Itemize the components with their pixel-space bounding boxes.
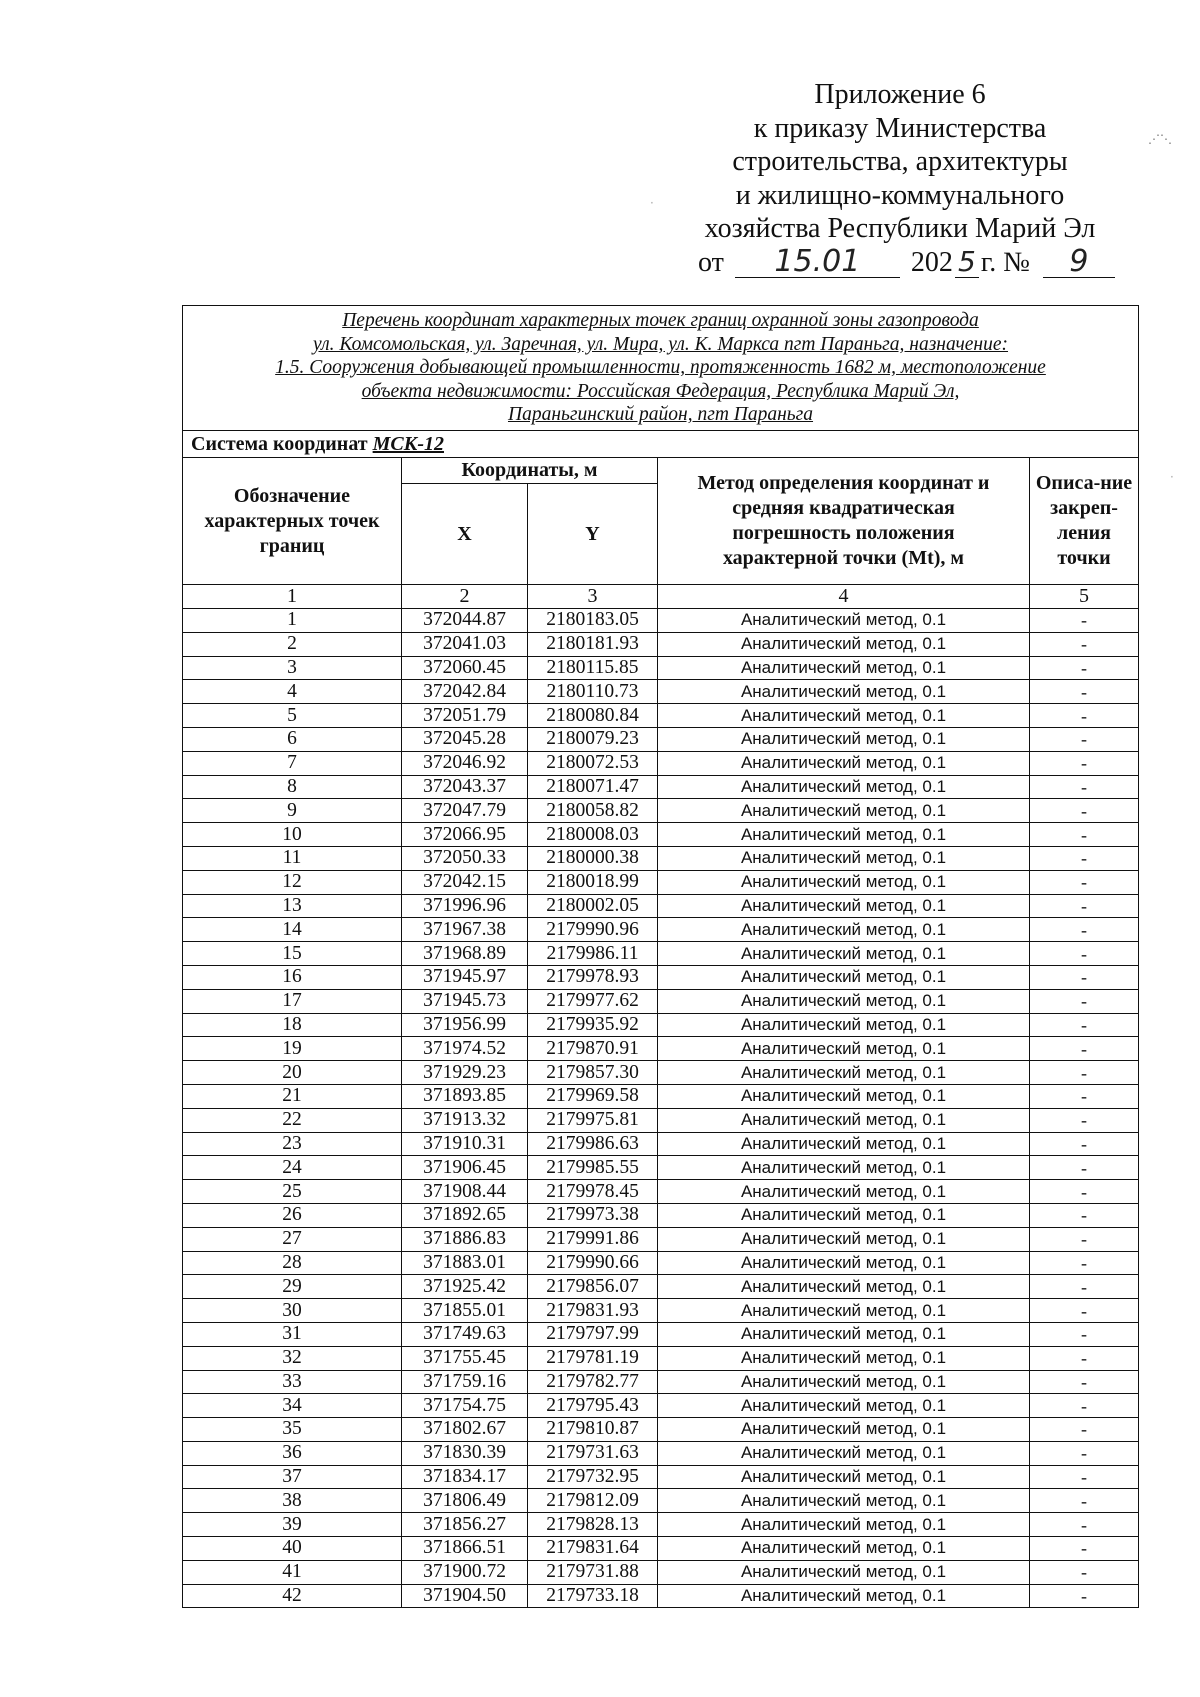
annex-ministry-line-2: и жилищно-коммунального <box>735 179 1065 211</box>
table-row <box>183 1203 1139 1227</box>
description-cell: - <box>1030 1132 1139 1156</box>
point-number: 25 <box>183 1180 402 1204</box>
point-number: 11 <box>183 846 402 870</box>
method-cell: Аналитический метод, 0.1 <box>658 1465 1030 1489</box>
point-number: 39 <box>183 1513 402 1537</box>
description-cell: - <box>1030 1061 1139 1085</box>
header-y: Y <box>528 484 658 585</box>
header-point: Обозначение характерных точек границ <box>183 458 402 585</box>
method-cell: Аналитический метод, 0.1 <box>658 799 1030 823</box>
y-coordinate: 2180002.05 <box>528 894 658 918</box>
y-coordinate: 2179856.07 <box>528 1275 658 1299</box>
method-cell: Аналитический метод, 0.1 <box>658 965 1030 989</box>
y-coordinate: 2180181.93 <box>528 632 658 656</box>
y-coordinate: 2179831.93 <box>528 1299 658 1323</box>
description-cell: - <box>1030 704 1139 728</box>
y-coordinate: 2179781.19 <box>528 1346 658 1370</box>
x-coordinate: 371956.99 <box>402 1013 528 1037</box>
y-coordinate: 2179831.64 <box>528 1537 658 1561</box>
point-number: 38 <box>183 1489 402 1513</box>
method-cell: Аналитический метод, 0.1 <box>658 1370 1030 1394</box>
y-coordinate: 2179990.96 <box>528 918 658 942</box>
method-cell: Аналитический метод, 0.1 <box>658 1156 1030 1180</box>
annex-title: Приложение 6 <box>814 79 986 110</box>
y-coordinate: 2179731.88 <box>528 1560 658 1584</box>
x-coordinate: 371945.73 <box>402 989 528 1013</box>
description-cell: - <box>1030 1037 1139 1061</box>
x-coordinate: 371856.27 <box>402 1513 528 1537</box>
x-coordinate: 371755.45 <box>402 1346 528 1370</box>
x-coordinate: 372042.15 <box>402 870 528 894</box>
method-cell: Аналитический метод, 0.1 <box>658 1441 1030 1465</box>
description-cell: - <box>1030 727 1139 751</box>
x-coordinate: 371906.45 <box>402 1156 528 1180</box>
y-coordinate: 2179797.99 <box>528 1322 658 1346</box>
description-cell: - <box>1030 751 1139 775</box>
y-coordinate: 2180071.47 <box>528 775 658 799</box>
point-number: 27 <box>183 1227 402 1251</box>
y-coordinate: 2179986.11 <box>528 942 658 966</box>
y-coordinate: 2179978.45 <box>528 1180 658 1204</box>
y-coordinate: 2179731.63 <box>528 1441 658 1465</box>
method-cell: Аналитический метод, 0.1 <box>658 1275 1030 1299</box>
y-coordinate: 2180110.73 <box>528 680 658 704</box>
method-cell: Аналитический метод, 0.1 <box>658 989 1030 1013</box>
point-number: 41 <box>183 1560 402 1584</box>
point-number: 33 <box>183 1370 402 1394</box>
method-cell: Аналитический метод, 0.1 <box>658 1322 1030 1346</box>
description-cell: - <box>1030 1180 1139 1204</box>
y-coordinate: 2179795.43 <box>528 1394 658 1418</box>
table-row <box>183 1441 1139 1465</box>
x-coordinate: 371900.72 <box>402 1560 528 1584</box>
method-cell: Аналитический метод, 0.1 <box>658 942 1030 966</box>
year-suffix: г. № <box>980 246 1030 278</box>
x-coordinate: 371802.67 <box>402 1418 528 1442</box>
table-row <box>183 1322 1139 1346</box>
description-cell: - <box>1030 942 1139 966</box>
table-title <box>183 306 1139 431</box>
annex-ministry-line-3: хозяйства Республики Марий Эл <box>704 213 1096 244</box>
scan-speck-3: · <box>1170 470 1174 484</box>
y-coordinate: 2179986.63 <box>528 1132 658 1156</box>
table-row <box>183 1132 1139 1156</box>
table-title-line: объекта недвижимости: Российская Федерация, Республика Марий Эл, <box>361 380 960 402</box>
description-cell: - <box>1030 1084 1139 1108</box>
y-coordinate: 2179969.58 <box>528 1084 658 1108</box>
point-number: 40 <box>183 1537 402 1561</box>
y-coordinate: 2179810.87 <box>528 1418 658 1442</box>
table-row <box>183 1513 1139 1537</box>
x-coordinate: 371866.51 <box>402 1537 528 1561</box>
x-coordinate: 371945.97 <box>402 965 528 989</box>
point-number: 17 <box>183 989 402 1013</box>
x-coordinate: 371754.75 <box>402 1394 528 1418</box>
x-coordinate: 372044.87 <box>402 609 528 633</box>
y-coordinate: 2180008.03 <box>528 823 658 847</box>
column-number: 1 <box>183 585 402 609</box>
x-coordinate: 371830.39 <box>402 1441 528 1465</box>
point-number: 2 <box>183 632 402 656</box>
annex-ministry-line: строительства, архитектуры <box>732 146 1068 177</box>
y-coordinate: 2179812.09 <box>528 1489 658 1513</box>
handwritten-order-number: 9 <box>1043 247 1115 278</box>
annex-date-line <box>690 243 1110 280</box>
y-coordinate: 2179990.66 <box>528 1251 658 1275</box>
x-coordinate: 371974.52 <box>402 1037 528 1061</box>
description-cell: - <box>1030 1251 1139 1275</box>
x-coordinate: 371759.16 <box>402 1370 528 1394</box>
y-coordinate: 2179870.91 <box>528 1037 658 1061</box>
description-cell: - <box>1030 1537 1139 1561</box>
description-cell: - <box>1030 846 1139 870</box>
point-number: 32 <box>183 1346 402 1370</box>
method-cell: Аналитический метод, 0.1 <box>658 1299 1030 1323</box>
description-cell: - <box>1030 609 1139 633</box>
table-row <box>183 1156 1139 1180</box>
table-row <box>183 704 1139 728</box>
point-number: 16 <box>183 965 402 989</box>
point-number: 29 <box>183 1275 402 1299</box>
point-number: 5 <box>183 704 402 728</box>
table-row <box>183 989 1139 1013</box>
table-row <box>183 1489 1139 1513</box>
method-cell: Аналитический метод, 0.1 <box>658 1227 1030 1251</box>
y-coordinate: 2180072.53 <box>528 751 658 775</box>
x-coordinate: 372041.03 <box>402 632 528 656</box>
method-cell: Аналитический метод, 0.1 <box>658 894 1030 918</box>
table-row <box>183 1584 1139 1608</box>
point-number: 7 <box>183 751 402 775</box>
table-row <box>183 751 1139 775</box>
x-coordinate: 371996.96 <box>402 894 528 918</box>
point-number: 37 <box>183 1465 402 1489</box>
point-number: 13 <box>183 894 402 918</box>
point-number: 22 <box>183 1108 402 1132</box>
point-number: 31 <box>183 1322 402 1346</box>
method-cell: Аналитический метод, 0.1 <box>658 1251 1030 1275</box>
x-coordinate: 372043.37 <box>402 775 528 799</box>
description-cell: - <box>1030 1346 1139 1370</box>
method-cell: Аналитический метод, 0.1 <box>658 1132 1030 1156</box>
x-coordinate: 371913.32 <box>402 1108 528 1132</box>
description-cell: - <box>1030 1560 1139 1584</box>
column-number: 4 <box>658 585 1030 609</box>
x-coordinate: 372042.84 <box>402 680 528 704</box>
point-number: 8 <box>183 775 402 799</box>
table-row <box>183 1418 1139 1442</box>
x-coordinate: 372050.33 <box>402 846 528 870</box>
scan-speck-2: · <box>650 196 654 210</box>
table-row <box>183 1084 1139 1108</box>
y-coordinate: 2179973.38 <box>528 1203 658 1227</box>
header-coords: Координаты, м <box>402 458 658 484</box>
description-cell: - <box>1030 656 1139 680</box>
method-cell: Аналитический метод, 0.1 <box>658 1584 1030 1608</box>
table-row <box>183 1251 1139 1275</box>
table-row <box>183 656 1139 680</box>
description-cell: - <box>1030 1394 1139 1418</box>
table-row <box>183 870 1139 894</box>
y-coordinate: 2179733.18 <box>528 1584 658 1608</box>
table-row <box>183 1370 1139 1394</box>
method-cell: Аналитический метод, 0.1 <box>658 1084 1030 1108</box>
point-number: 35 <box>183 1418 402 1442</box>
description-cell: - <box>1030 989 1139 1013</box>
y-coordinate: 2179935.92 <box>528 1013 658 1037</box>
table-row <box>183 1299 1139 1323</box>
x-coordinate: 371883.01 <box>402 1251 528 1275</box>
y-coordinate: 2179828.13 <box>528 1513 658 1537</box>
method-cell: Аналитический метод, 0.1 <box>658 1037 1030 1061</box>
table-row <box>183 846 1139 870</box>
point-number: 1 <box>183 609 402 633</box>
y-coordinate: 2179978.93 <box>528 965 658 989</box>
description-cell: - <box>1030 1203 1139 1227</box>
y-coordinate: 2179975.81 <box>528 1108 658 1132</box>
x-coordinate: 371806.49 <box>402 1489 528 1513</box>
description-cell: - <box>1030 894 1139 918</box>
point-number: 36 <box>183 1441 402 1465</box>
header-x: X <box>402 484 528 585</box>
method-cell: Аналитический метод, 0.1 <box>658 1560 1030 1584</box>
y-coordinate: 2179857.30 <box>528 1061 658 1085</box>
description-cell: - <box>1030 965 1139 989</box>
table-row <box>183 823 1139 847</box>
method-cell: Аналитический метод, 0.1 <box>658 609 1030 633</box>
x-coordinate: 371904.50 <box>402 1584 528 1608</box>
description-cell: - <box>1030 823 1139 847</box>
method-cell: Аналитический метод, 0.1 <box>658 680 1030 704</box>
coordinate-system-value: МСК-12 <box>372 432 444 455</box>
x-coordinate: 372066.95 <box>402 823 528 847</box>
x-coordinate: 371892.65 <box>402 1203 528 1227</box>
description-cell: - <box>1030 680 1139 704</box>
point-number: 26 <box>183 1203 402 1227</box>
table-row <box>183 1013 1139 1037</box>
date-from-label: от <box>698 246 724 278</box>
annex-order-line: к приказу Министерства <box>753 112 1047 144</box>
description-cell: - <box>1030 870 1139 894</box>
description-cell: - <box>1030 1465 1139 1489</box>
description-cell: - <box>1030 1584 1139 1608</box>
header-method: Метод определения координат и средняя квадратическая погрешность положения характерной точки (Mt), м <box>658 458 1030 585</box>
point-number: 18 <box>183 1013 402 1037</box>
method-cell: Аналитический метод, 0.1 <box>658 727 1030 751</box>
table-row <box>183 1394 1139 1418</box>
point-number: 24 <box>183 1156 402 1180</box>
table-row <box>183 1537 1139 1561</box>
y-coordinate: 2179985.55 <box>528 1156 658 1180</box>
table-title-line: Параньгинский район, пгт Параньга <box>507 404 814 426</box>
description-cell: - <box>1030 918 1139 942</box>
table-row <box>183 609 1139 633</box>
table-row <box>183 1346 1139 1370</box>
coordinate-system-row <box>183 431 1139 458</box>
scan-speck: ⋰⋱ <box>1148 132 1172 146</box>
header-description: Описа-ние закреп-ления точки <box>1030 458 1139 585</box>
x-coordinate: 372051.79 <box>402 704 528 728</box>
method-cell: Аналитический метод, 0.1 <box>658 823 1030 847</box>
annex-header <box>690 78 1110 279</box>
table-row <box>183 632 1139 656</box>
table-row <box>183 799 1139 823</box>
point-number: 6 <box>183 727 402 751</box>
point-number: 19 <box>183 1037 402 1061</box>
description-cell: - <box>1030 1227 1139 1251</box>
description-cell: - <box>1030 1013 1139 1037</box>
x-coordinate: 371886.83 <box>402 1227 528 1251</box>
handwritten-year: 5 <box>955 247 979 278</box>
x-coordinate: 371910.31 <box>402 1132 528 1156</box>
method-cell: Аналитический метод, 0.1 <box>658 1394 1030 1418</box>
point-number: 21 <box>183 1084 402 1108</box>
column-number: 2 <box>402 585 528 609</box>
method-cell: Аналитический метод, 0.1 <box>658 1489 1030 1513</box>
table-row <box>183 942 1139 966</box>
point-number: 10 <box>183 823 402 847</box>
x-coordinate: 371925.42 <box>402 1275 528 1299</box>
y-coordinate: 2180058.82 <box>528 799 658 823</box>
method-cell: Аналитический метод, 0.1 <box>658 704 1030 728</box>
point-number: 14 <box>183 918 402 942</box>
table-row <box>183 918 1139 942</box>
x-coordinate: 371968.89 <box>402 942 528 966</box>
x-coordinate: 371855.01 <box>402 1299 528 1323</box>
description-cell: - <box>1030 1108 1139 1132</box>
table-row <box>183 965 1139 989</box>
point-number: 12 <box>183 870 402 894</box>
column-number: 3 <box>528 585 658 609</box>
point-number: 23 <box>183 1132 402 1156</box>
point-number: 20 <box>183 1061 402 1085</box>
point-number: 3 <box>183 656 402 680</box>
method-cell: Аналитический метод, 0.1 <box>658 846 1030 870</box>
point-number: 34 <box>183 1394 402 1418</box>
description-cell: - <box>1030 1513 1139 1537</box>
y-coordinate: 2180115.85 <box>528 656 658 680</box>
point-number: 4 <box>183 680 402 704</box>
table-row <box>183 1061 1139 1085</box>
column-number: 5 <box>1030 585 1139 609</box>
x-coordinate: 371834.17 <box>402 1465 528 1489</box>
method-cell: Аналитический метод, 0.1 <box>658 1061 1030 1085</box>
x-coordinate: 371929.23 <box>402 1061 528 1085</box>
description-cell: - <box>1030 632 1139 656</box>
method-cell: Аналитический метод, 0.1 <box>658 751 1030 775</box>
y-coordinate: 2179732.95 <box>528 1465 658 1489</box>
method-cell: Аналитический метод, 0.1 <box>658 1180 1030 1204</box>
method-cell: Аналитический метод, 0.1 <box>658 1013 1030 1037</box>
point-number: 28 <box>183 1251 402 1275</box>
y-coordinate: 2180000.38 <box>528 846 658 870</box>
method-cell: Аналитический метод, 0.1 <box>658 775 1030 799</box>
x-coordinate: 372060.45 <box>402 656 528 680</box>
table-title-line: 1.5. Сооружения добывающей промышленности, протяженность 1682 м, местоположение <box>275 357 1046 379</box>
method-cell: Аналитический метод, 0.1 <box>658 1203 1030 1227</box>
table-row <box>183 1465 1139 1489</box>
method-cell: Аналитический метод, 0.1 <box>658 1513 1030 1537</box>
x-coordinate: 372045.28 <box>402 727 528 751</box>
y-coordinate: 2179782.77 <box>528 1370 658 1394</box>
table-row <box>183 1275 1139 1299</box>
point-number: 42 <box>183 1584 402 1608</box>
y-coordinate: 2180183.05 <box>528 609 658 633</box>
x-coordinate: 371967.38 <box>402 918 528 942</box>
handwritten-date: 15.01 <box>735 247 900 278</box>
method-cell: Аналитический метод, 0.1 <box>658 870 1030 894</box>
method-cell: Аналитический метод, 0.1 <box>658 1537 1030 1561</box>
method-cell: Аналитический метод, 0.1 <box>658 1346 1030 1370</box>
year-prefix: 202 <box>910 246 953 278</box>
description-cell: - <box>1030 1489 1139 1513</box>
x-coordinate: 371893.85 <box>402 1084 528 1108</box>
method-cell: Аналитический метод, 0.1 <box>658 918 1030 942</box>
x-coordinate: 372046.92 <box>402 751 528 775</box>
description-cell: - <box>1030 1299 1139 1323</box>
description-cell: - <box>1030 1275 1139 1299</box>
x-coordinate: 371908.44 <box>402 1180 528 1204</box>
coordinates-table <box>182 305 1139 1608</box>
point-number: 9 <box>183 799 402 823</box>
table-row <box>183 680 1139 704</box>
x-coordinate: 371749.63 <box>402 1322 528 1346</box>
method-cell: Аналитический метод, 0.1 <box>658 656 1030 680</box>
y-coordinate: 2179977.62 <box>528 989 658 1013</box>
method-cell: Аналитический метод, 0.1 <box>658 632 1030 656</box>
description-cell: - <box>1030 799 1139 823</box>
coordinate-system-label: Система координат <box>191 432 368 455</box>
method-cell: Аналитический метод, 0.1 <box>658 1418 1030 1442</box>
point-number: 15 <box>183 942 402 966</box>
y-coordinate: 2180080.84 <box>528 704 658 728</box>
column-numbers-row <box>183 585 1139 609</box>
method-cell: Аналитический метод, 0.1 <box>658 1108 1030 1132</box>
table-title-line: ул. Комсомольская, ул. Заречная, ул. Мира, ул. К. Маркса пгт Параньга, назначение: <box>313 333 1009 355</box>
table-row <box>183 1227 1139 1251</box>
table-row <box>183 1180 1139 1204</box>
description-cell: - <box>1030 1418 1139 1442</box>
description-cell: - <box>1030 1370 1139 1394</box>
y-coordinate: 2180018.99 <box>528 870 658 894</box>
table-row <box>183 727 1139 751</box>
description-cell: - <box>1030 1156 1139 1180</box>
table-row <box>183 775 1139 799</box>
description-cell: - <box>1030 775 1139 799</box>
x-coordinate: 372047.79 <box>402 799 528 823</box>
table-row <box>183 1037 1139 1061</box>
point-number: 30 <box>183 1299 402 1323</box>
description-cell: - <box>1030 1441 1139 1465</box>
table-title-line: Перечень координат характерных точек границ охранной зоны газопровода <box>342 310 979 332</box>
table-row <box>183 894 1139 918</box>
y-coordinate: 2179991.86 <box>528 1227 658 1251</box>
table-row <box>183 1560 1139 1584</box>
y-coordinate: 2180079.23 <box>528 727 658 751</box>
table-row <box>183 1108 1139 1132</box>
description-cell: - <box>1030 1322 1139 1346</box>
